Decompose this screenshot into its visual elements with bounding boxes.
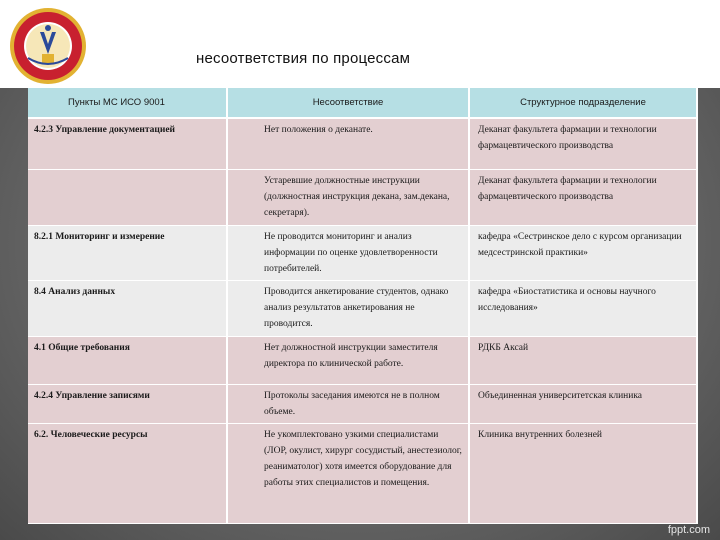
table-row xyxy=(28,336,697,384)
table-row xyxy=(28,280,697,336)
clause-cell: 4.1 Общие требования xyxy=(28,336,227,384)
table-row xyxy=(28,169,697,225)
issue-cell: Не укомплектовано узкими специалистами (ЛОР, окулист, хирург сосудистый, анестезиолог, реаниматолог) хотя имеется оборудование для работы этих специалистов и помещения. xyxy=(227,423,469,523)
slide-title: несоответствия по процессам xyxy=(196,50,411,67)
table-row xyxy=(28,118,697,169)
clause-cell xyxy=(28,169,227,225)
unit-cell: Клиника внутренних болезней xyxy=(469,423,697,523)
clause-cell: 8.2.1 Мониторинг и измерение xyxy=(28,225,227,280)
unit-cell: Деканат факультета фармации и технологии фармацевтического производства xyxy=(469,169,697,225)
issue-cell: Протоколы заседания имеются не в полном объеме. xyxy=(227,384,469,423)
issue-cell: Не проводится мониторинг и анализ информации по оценке удовлетворенности потребителей. xyxy=(227,225,469,280)
unit-cell: РДКБ Аксай xyxy=(469,336,697,384)
table-header-row xyxy=(28,88,697,118)
unit-cell: кафедра «Биостатистика и основы научного исследования» xyxy=(469,280,697,336)
fppt-watermark: fppt.com xyxy=(667,524,710,536)
header-nonconformity: Несоответствие xyxy=(227,88,469,118)
clause-cell: 4.2.4 Управление записями xyxy=(28,384,227,423)
table-row xyxy=(28,423,697,523)
clause-cell: 8.4 Анализ данных xyxy=(28,280,227,336)
header-iso-clauses: Пункты МС ИСО 9001 xyxy=(28,88,227,118)
table-row xyxy=(28,384,697,423)
issue-cell: Устаревшие должностные инструкции (должностная инструкция декана, зам.декана, секретаря). xyxy=(227,169,469,225)
unit-cell: Объединенная университетская клиника xyxy=(469,384,697,423)
clause-cell: 4.2.3 Управление документацией xyxy=(28,118,227,169)
unit-cell: Деканат факультета фармации и технологии фармацевтического производства xyxy=(469,118,697,169)
table-row xyxy=(28,225,697,280)
issue-cell: Нет положения о деканате. xyxy=(227,118,469,169)
university-emblem-logo xyxy=(8,6,88,86)
issue-cell: Проводится анкетирование студентов, однако анализ результатов анкетирования не проводится. xyxy=(227,280,469,336)
header-band xyxy=(0,0,720,88)
header-structural-unit: Структурное подразделение xyxy=(469,88,697,118)
issue-cell: Нет должностной инструкции заместителя директора по клинической работе. xyxy=(227,336,469,384)
clause-cell: 6.2. Человеческие ресурсы xyxy=(28,423,227,523)
unit-cell: кафедра «Сестринское дело с курсом организации медсестринской практики» xyxy=(469,225,697,280)
nonconformity-table xyxy=(28,88,698,524)
